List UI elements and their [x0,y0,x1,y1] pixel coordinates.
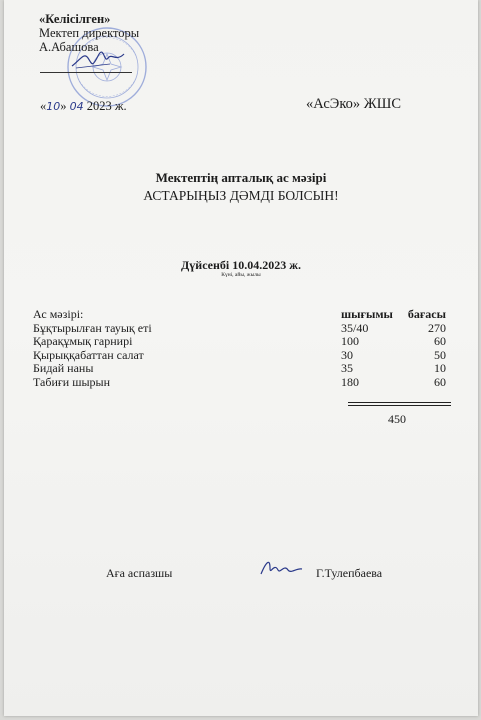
header-dish: Ас мәзірі: [33,307,84,321]
total-rule-top [348,402,451,403]
date-open-quote: « [40,99,47,113]
date-day: 10 [46,100,61,113]
menu-row [33,362,453,376]
dish-price: 60 [434,334,446,349]
approval-position: Мектеп директоры [39,26,140,40]
document-page [4,0,478,716]
date-year: 2023 ж. [86,99,127,113]
chef-name: Г.Тулепбаева [316,566,383,580]
dish-name: Табиғи шырын [33,374,111,389]
menu-title: Мектептің апталық ас мәзірі [155,170,327,185]
dish-output: 100 [341,334,359,349]
menu-total: 450 [388,412,406,426]
menu-row [33,376,453,390]
approval-date [40,99,127,114]
menu-day: Дүйсенбі 10.04.2023 ж. [181,258,301,272]
menu-slogan: АСТАРЫҢЫЗ ДӘМДІ БОЛСЫН! [143,188,339,203]
menu-day-caption: Күні, айы, жылы [221,272,261,278]
dish-price: 270 [428,320,446,335]
dish-price: 10 [434,361,446,376]
approval-heading: «Келісілген» [39,12,111,26]
dish-name: Қырыққабаттан салат [33,347,144,362]
header-price: бағасы [407,307,446,321]
organization-name: «АсЭко» ЖШС [306,96,402,112]
total-rule-bottom [348,405,451,406]
dish-output: 180 [341,374,359,389]
dish-name: Бидай наны [33,361,94,376]
menu-row [33,349,453,363]
menu-row [33,335,453,349]
dish-output: 30 [341,347,353,362]
dish-name: Бұқтырылған тауық еті [33,320,152,335]
approval-block [39,12,139,54]
menu-row [33,322,453,336]
dish-output: 35 [341,361,353,376]
date-close-quote: » [60,99,67,113]
menu-header-row [33,308,453,322]
approval-signature-line [40,72,132,73]
dish-name: Қарақұмық гарнирі [33,334,133,349]
menu-table [33,308,453,390]
date-month: 04 [69,100,84,113]
chef-role: Аға аспазшы [106,566,173,580]
dish-price: 50 [434,347,446,362]
header-output: шығымы [341,307,393,321]
dish-output: 35/40 [341,320,369,335]
dish-price: 60 [434,374,446,389]
chef-signature-icon [258,556,304,580]
approval-name: А.Абашова [39,40,99,54]
